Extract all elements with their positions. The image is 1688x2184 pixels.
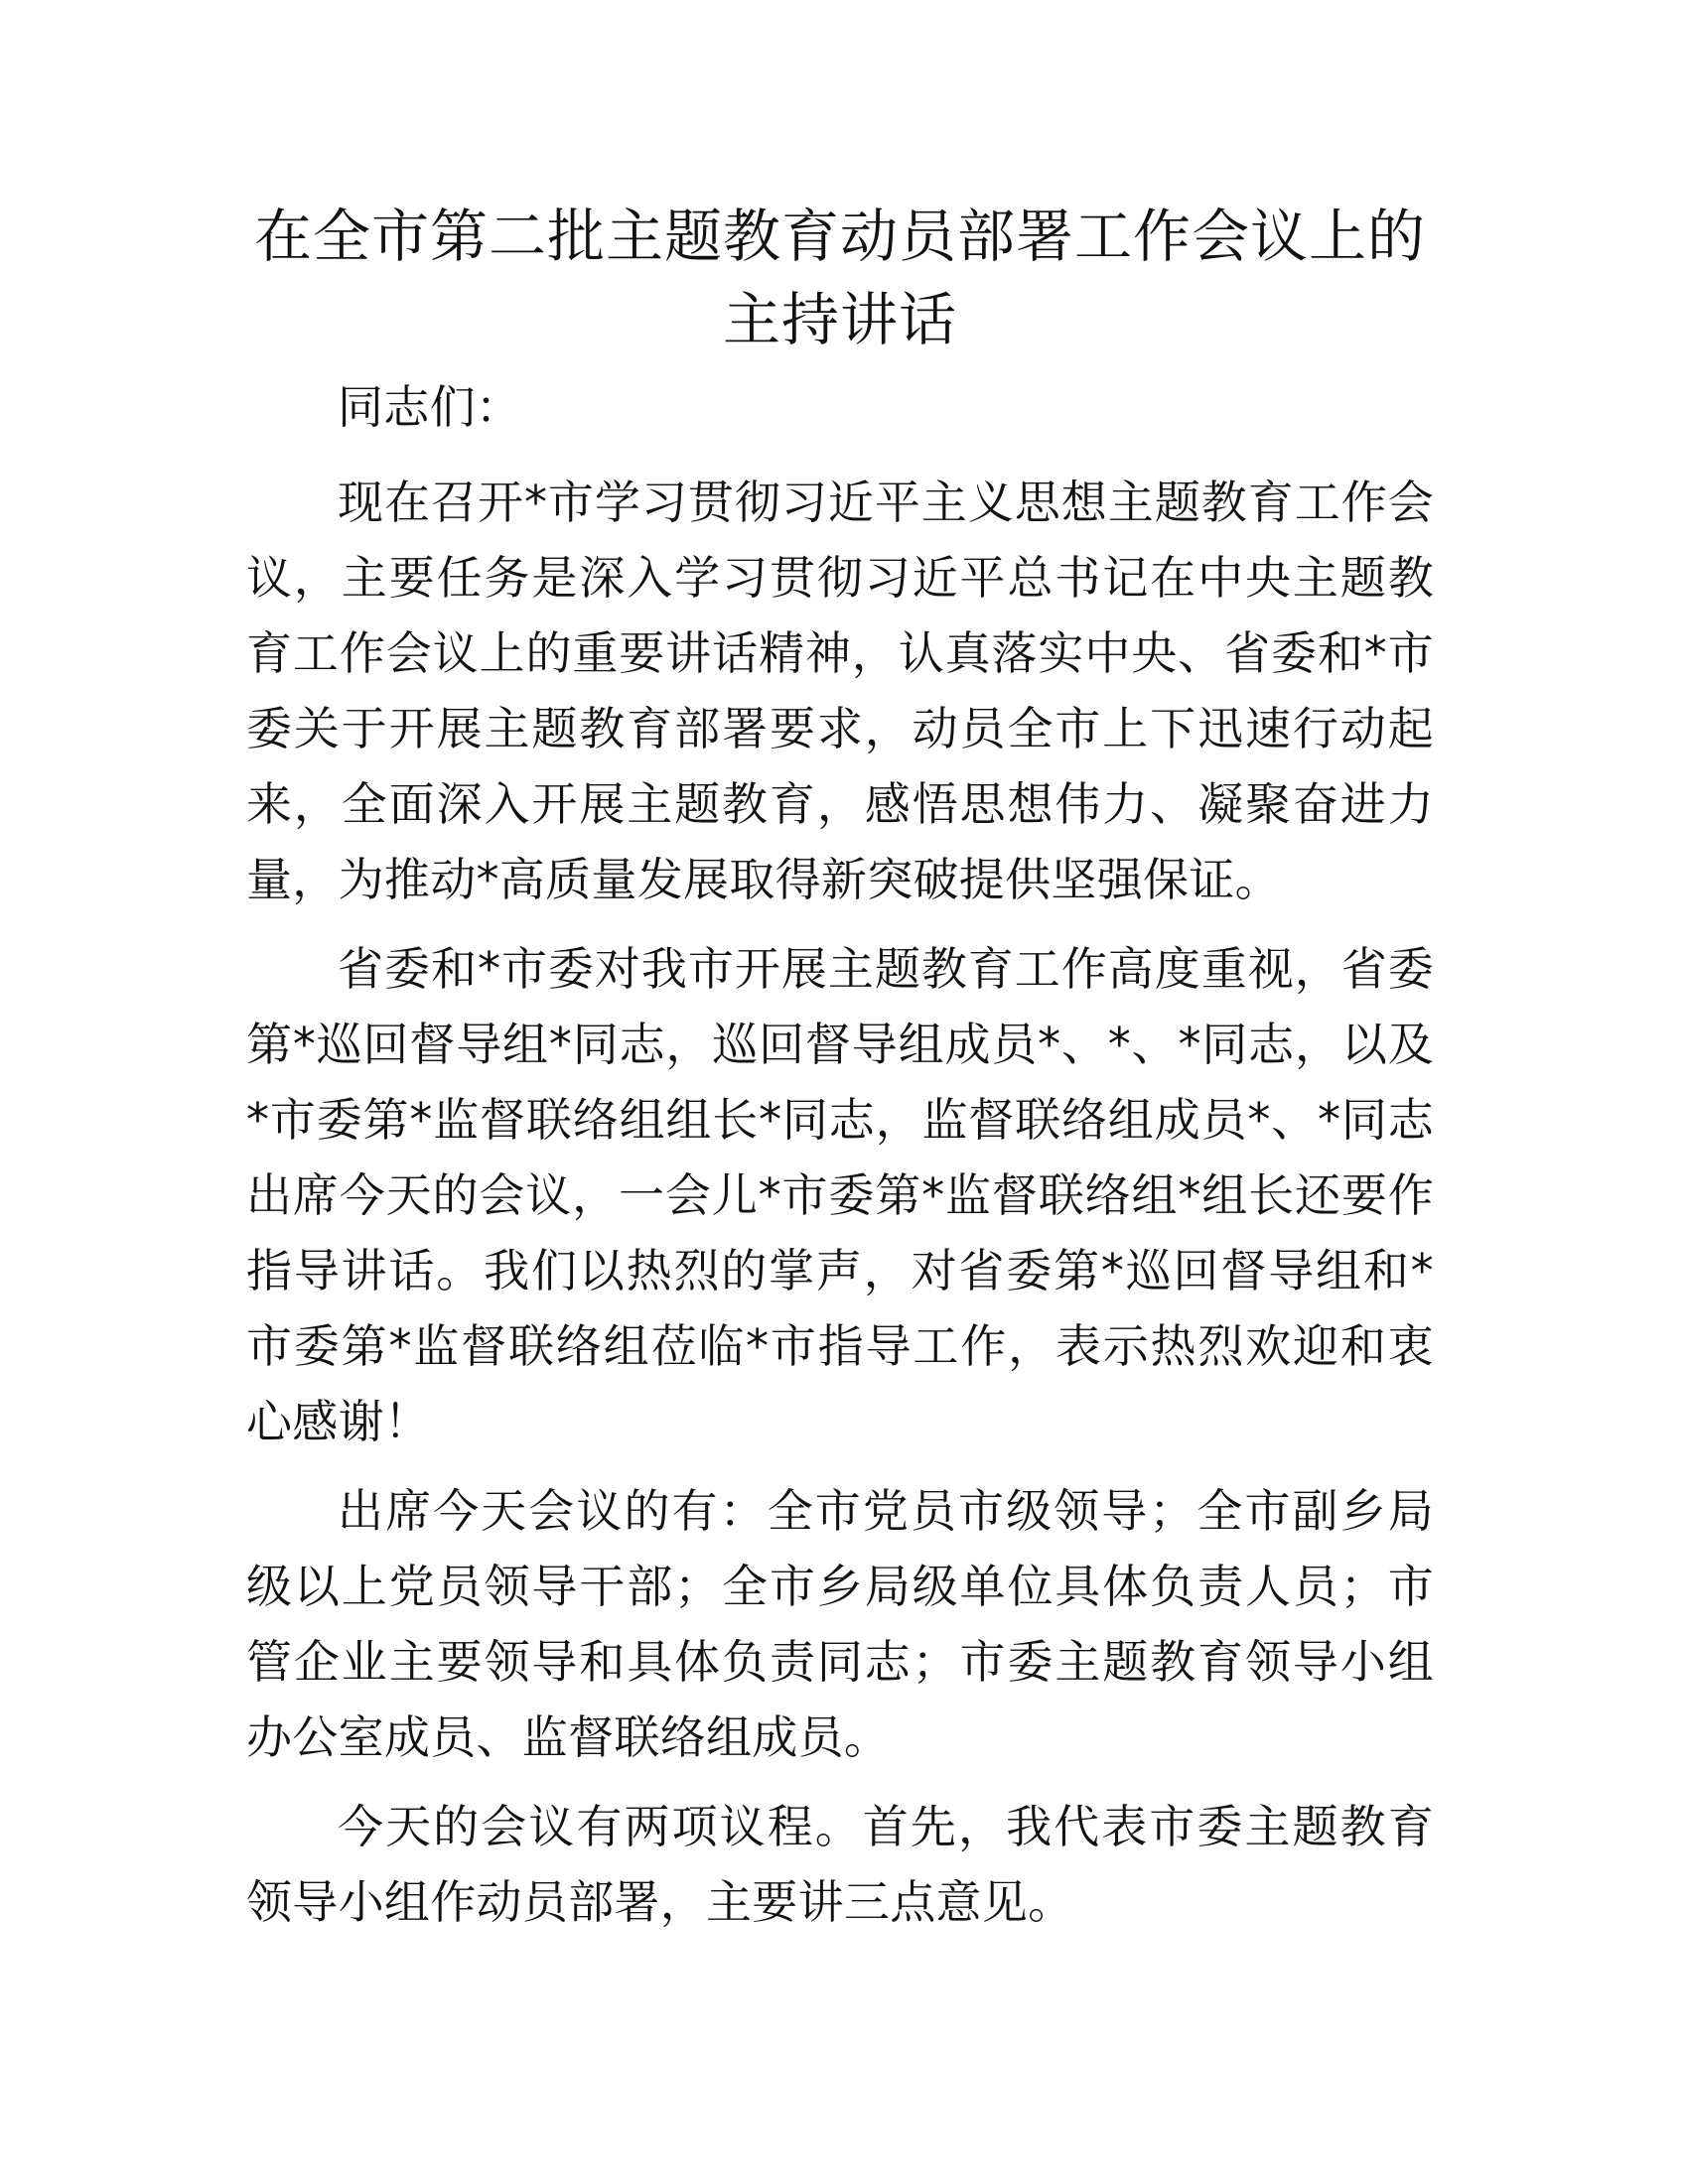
paragraph-agenda: 今天的会议有两项议程。首先，我代表市委主题教育领导小组作动员部署，主要讲三点意见。 — [246, 1800, 1434, 1929]
document-page — [246, 195, 1434, 1954]
greeting: 同志们： — [338, 380, 522, 434]
paragraph-attendees: 出席今天会议的有：全市党员市级领导；全市副乡局级以上党员领导干部；全市乡局级单位具体负责人员；市管企业主要领导和具体负责同志；市委主题教育领导小组办公室成员、监督联络组成员。 — [246, 1484, 1434, 1764]
paragraph-welcome-guests: 省委和*市委对我市开展主题教育工作高度重视，省委第*巡回督导组*同志，巡回督导组成员*、*、*同志，以及*市委第*监督联络组组长*同志，监督联络组成员*、*同志出席今天的会议，一会儿*市委第*监督联络组*组长还要作指导讲话。我们以热烈的掌声，对省委第*巡回督导组和*市委第*监督联络组莅临*市指导工作，表示热烈欢迎和衷心感谢！ — [246, 942, 1434, 1448]
paragraph-meeting-purpose: 现在召开*市学习贯彻习近平主义思想主题教育工作会议，主要任务是深入学习贯彻习近平总书记在中央主题教育工作会议上的重要讲话精神，认真落实中央、省委和*市委关于开展主题教育部署要求，动员全市上下迅速行动起来，全面深入开展主题教育，感悟思想伟力、凝聚奋进力量，为推动*高质量发展取得新突破提供坚强保证。 — [246, 476, 1434, 906]
title-line-2: 主持讲话 — [722, 286, 957, 353]
document-body — [246, 369, 1434, 1940]
title-line-1: 在全市第二批主题教育动员部署工作会议上的 — [253, 203, 1426, 270]
document-title — [246, 195, 1434, 361]
